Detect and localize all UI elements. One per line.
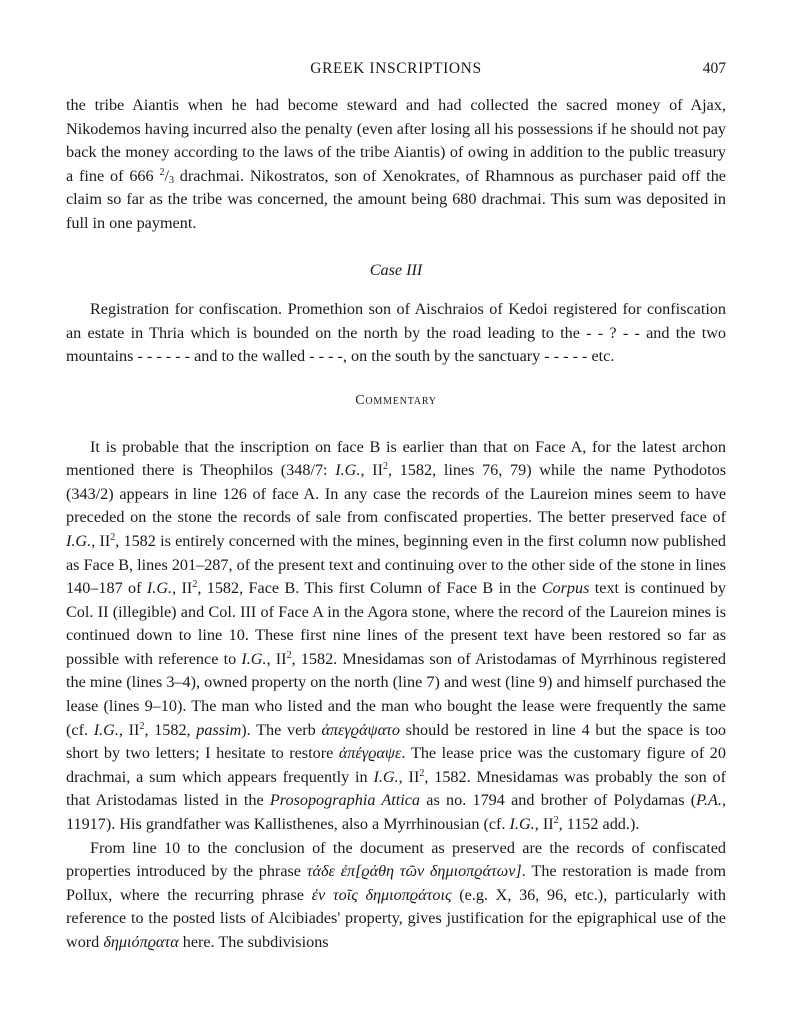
- italic-title: Prosopographia Attica: [269, 791, 421, 810]
- page: [66, 58, 726, 955]
- superscript: 2: [382, 461, 388, 473]
- text-run: text is continued by Col. II (illegible) and Col. III of Face A in the Agora stone, where the record of the Laureion mines is continued down to line 10. These first nine lines of the present text have been restored so far as possible with reference to: [66, 579, 727, 668]
- paragraph-continuation: [66, 94, 726, 236]
- citation-abbrev: I.G.: [66, 531, 92, 550]
- text-run: , II: [266, 649, 287, 668]
- text-run: here. The subdivisions: [178, 933, 329, 951]
- text-run: , II: [398, 767, 420, 786]
- body-text: [66, 94, 726, 955]
- text-run: , 1582, lines 76, 79) while the name Pythodotos (343/2) appears in line 126 of face A. In any case the records of the Laureion mines seem to have preceded on the stone the records of sale from confiscated properties. The better preserved face of: [66, 461, 727, 527]
- text-run: , 1152 add.).: [558, 815, 640, 834]
- text-run: It is probable that the inscription on face B is earlier than that on Face A, for the latest archon mentioned there is Theophilos (348/7:: [66, 437, 726, 480]
- greek-word: ἀπέγϱαψε: [338, 744, 402, 763]
- greek-word: ἀπεγϱάψατο: [321, 720, 400, 739]
- commentary-paragraph-1: [66, 436, 726, 837]
- citation-abbrev: I.G.: [241, 649, 267, 668]
- superscript: 2: [553, 815, 559, 827]
- text-run: . The restoration is made from Pollux, where the recurring phrase: [66, 862, 726, 904]
- fraction-denominator: 3: [168, 174, 174, 186]
- superscript: 2: [139, 720, 145, 732]
- citation-abbrev: I.G.: [373, 767, 399, 786]
- citation-abbrev: I.G.: [93, 720, 119, 739]
- italic-term: passim: [196, 720, 242, 739]
- greek-word: δημιόπϱατα: [103, 933, 179, 951]
- text-run: , 1582, Face B. This first Column of Face B in the: [197, 579, 542, 598]
- text-run: , II: [91, 531, 111, 550]
- text-run: , 1582,: [144, 720, 197, 739]
- text-run: , 1582. Mnesidamas son of Aristodamas of Myrrhinous registered the mine (lines 3–4), owned property on the north (line 7) and west (line 9) and himself purchased the lease (lines 9–10). The man who listed and the man who bought the lease were frequently the same (cf.: [66, 649, 727, 739]
- italic-term: Corpus: [541, 579, 590, 598]
- superscript: 2: [192, 579, 198, 591]
- citation-abbrev: I.G.: [509, 815, 535, 834]
- page-number: 407: [702, 60, 726, 77]
- text-run: should be restored in line 4 but the space is too short by two letters; I hesitate to restore: [66, 720, 727, 763]
- text-run: , II: [534, 815, 554, 834]
- text-run: ). The verb: [241, 720, 322, 739]
- text-run: as no. 1794 and brother of Polydamas (: [420, 791, 697, 810]
- text-run: , 11917). His grandfather was Kallisthenes, also a Myrrhinousian (cf.: [66, 791, 726, 834]
- text-run: , 1582. Mnesidamas was probably the son of that Aristodamas listed in the: [66, 767, 727, 810]
- case-paragraph: Registration for confiscation. Promethion son of Aischraios of Kedoi registered for confiscation an estate in Thria which is bounded on the north by the road leading to the - - ? - - and the two mountains - - - - - - and to the walled - - - -, on the south by the sanctuary - - - - - etc.: [66, 300, 726, 366]
- running-head: [66, 58, 726, 82]
- text-run: , 1582 is entirely concerned with the mines, beginning even in the first column now published as Face B, lines 201–287, of the present text and continuing over to the other side of the stone in lines 140–187 of: [66, 531, 726, 598]
- citation-abbrev: I.G.: [335, 461, 361, 480]
- superscript: 2: [110, 531, 116, 543]
- greek-phrase: τάδε ἐπ[ϱάθη τῶν δημιοπϱάτων]: [306, 862, 522, 881]
- text-run: , II: [360, 461, 383, 480]
- superscript: 2: [286, 649, 292, 661]
- citation-abbrev: I.G.: [146, 579, 173, 598]
- case-heading: Case III: [369, 260, 423, 279]
- text-run: . The lease price was the customary figure of 20 drachmai, a sum which appears frequently in: [66, 744, 726, 786]
- fraction-slash: /: [164, 166, 169, 185]
- text-run: , II: [172, 579, 193, 598]
- commentary-heading: Commentary: [355, 392, 437, 408]
- citation-abbrev: P.A.: [696, 791, 722, 810]
- commentary-paragraph-2: [66, 837, 726, 955]
- greek-phrase: ἐν τοῖς δημιοπϱάτοις: [311, 885, 452, 904]
- fraction-numerator: 2: [159, 166, 165, 178]
- paragraph-text: the tribe Aiantis when he had become steward and had collected the sacred money of Ajax, Nikodemos having incurred also the penalty (even after losing all his possessions if he should not pay back the money according to the laws of the tribe Aiantis) of owing in addition to the public treasury a fine of 666: [66, 96, 726, 185]
- fraction: [159, 167, 174, 185]
- running-title: GREEK INSCRIPTIONS: [310, 60, 482, 77]
- text-run: From line 10 to the conclusion of the document as preserved are the records of confiscated properties introduced by the phrase: [66, 838, 726, 881]
- paragraph-text: drachmai. Nikostratos, son of Xenokrates, of Rhamnous as purchaser paid off the claim so far as the tribe was concerned, the amount being 680 drachmai. This sum was deposited in full in one payment.: [66, 166, 726, 232]
- text-run: (e.g. X, 36, 96, etc.), particularly with reference to the posted lists of Alcibiades' property, gives justification for the epigraphical use of the word: [66, 885, 726, 951]
- text-run: , II: [118, 720, 140, 739]
- superscript: 2: [419, 767, 425, 779]
